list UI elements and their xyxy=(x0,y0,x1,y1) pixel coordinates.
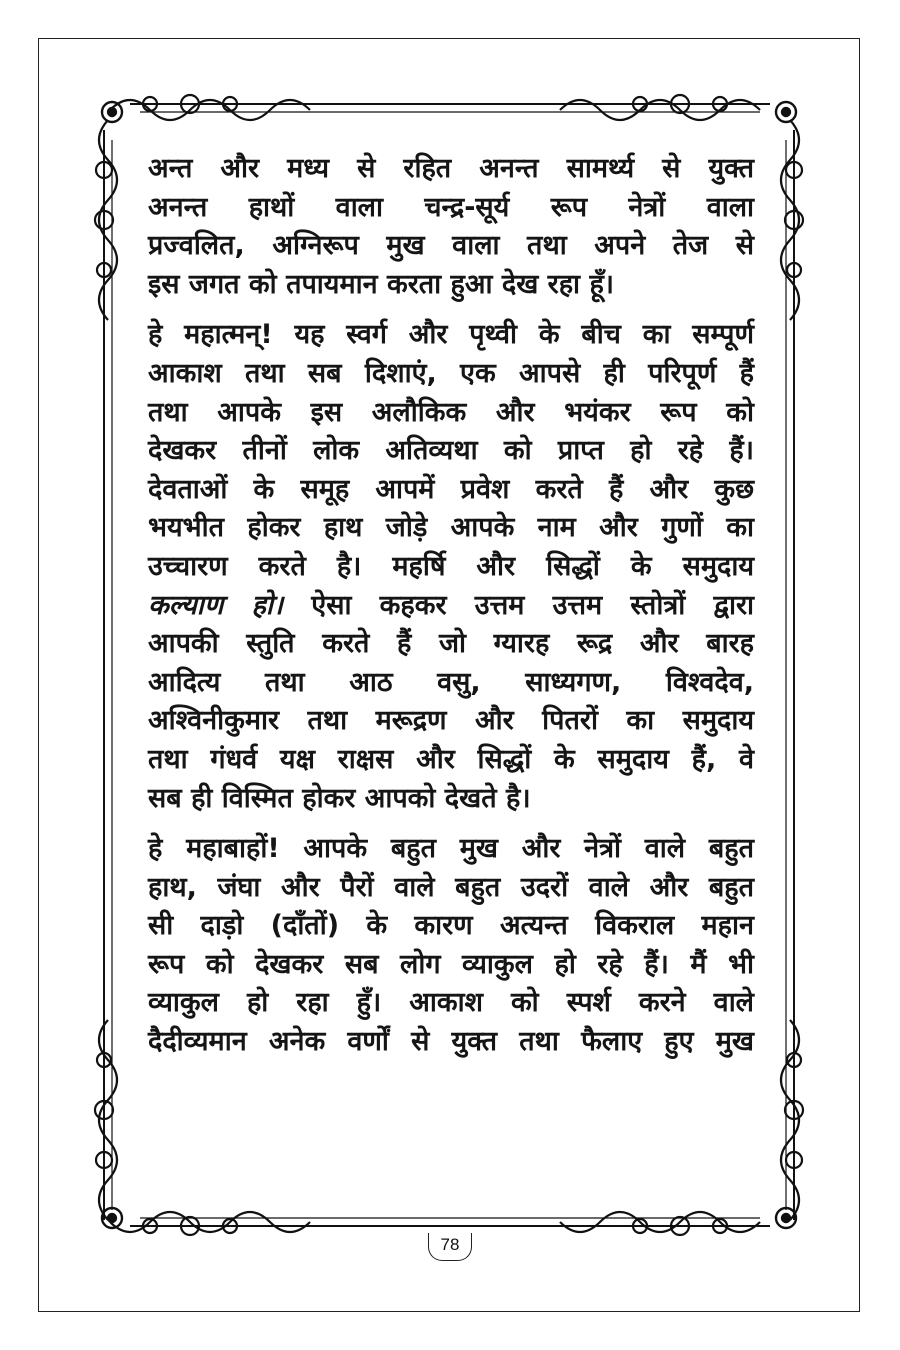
text-line: सब ही विस्मित होकर आपको देखते है। xyxy=(148,782,531,814)
flourish-left-bottom xyxy=(99,1020,117,1220)
flourish-left-top xyxy=(99,120,117,320)
text-line: व्याकुल हो रहा हुँ। आकाश को स्पर्श करने वाले xyxy=(148,987,754,1019)
text-line: इस जगत को तपायमान करता हुआ देख रहा हूँ। xyxy=(148,268,615,300)
text-line: रूप को देखकर सब लोग व्याकुल हो रहे हैं। मैं भी xyxy=(148,948,754,980)
text-line: तथा गंधर्व यक्ष राक्षस और सिद्धों के समुदाय हैं, वे xyxy=(148,743,754,775)
text-line: अन्त और मध्य से रहित अनन्त सामर्थ्य से युक्त xyxy=(148,153,754,184)
text-line: तथा आपके इस अलौकिक और भयंकर रूप को xyxy=(148,396,754,428)
text-line: हे महात्मन्! यह स्वर्ग और पृथ्वी के बीच का सम्पूर्ण xyxy=(148,319,754,351)
italic-phrase: कल्याण हो। xyxy=(148,589,284,621)
page-number: 78 xyxy=(428,1233,472,1261)
text-line: सी दाड़ो (दाँतों) के कारण अत्यन्त विकराल महान xyxy=(148,910,754,942)
text-line: भयभीत होकर हाथ जोड़े आपके नाम और गुणों का xyxy=(148,512,754,544)
page-text xyxy=(148,150,754,1074)
paragraph-3 xyxy=(148,830,754,1062)
text-line: आकाश तथा सब दिशाएं, एक आपसे ही परिपूर्ण हैं xyxy=(148,357,754,389)
text-line: हे महाबाहों! आपके बहुत मुख और नेत्रों वाले बहुत xyxy=(148,833,754,865)
text-line-rest: ऐसा कहकर उत्तम उत्तम स्तोत्रों द्वारा xyxy=(311,589,754,621)
text-line: प्रज्वलित, अग्निरूप मुख वाला तथा अपने तेज से xyxy=(148,230,754,262)
text-line: देवताओं के समूह आपमें प्रवेश करते हैं और कुछ xyxy=(148,473,754,505)
text-line: अश्विनीकुमार तथा मरूद्रण और पितरों का समुदाय xyxy=(148,705,754,737)
text-line-with-italic xyxy=(148,587,754,626)
flourish-right-bottom xyxy=(781,1020,799,1220)
paragraph-1 xyxy=(148,150,754,304)
text-line: देखकर तीनों लोक अतिव्यथा को प्राप्त हो रहे हैं। xyxy=(148,435,754,467)
flourish-bottom-right xyxy=(560,1212,760,1232)
paragraph-2 xyxy=(148,316,754,818)
text-line: हाथ, जंघा और पैरों वाले बहुत उदरों वाले और बहुत xyxy=(148,871,754,903)
flourish-right-top xyxy=(781,120,799,320)
text-line: उच्चारण करते है। महर्षि और सिद्धों के समुदाय xyxy=(148,550,754,582)
text-line: दैदीव्यमान अनेक वर्णों से युक्त तथा फैलाए हुए मुख xyxy=(148,1026,754,1058)
text-line: अनन्त हाथों वाला चन्द्र-सूर्य रूप नेत्रों वाला xyxy=(148,191,754,223)
text-line: आदित्य तथा आठ वसु, साध्यगण, विश्वदेव, xyxy=(148,666,754,698)
flourish-bottom-left xyxy=(110,1212,310,1232)
text-line: आपकी स्तुति करते हैं जो ग्यारह रूद्र और बारह xyxy=(148,628,754,660)
